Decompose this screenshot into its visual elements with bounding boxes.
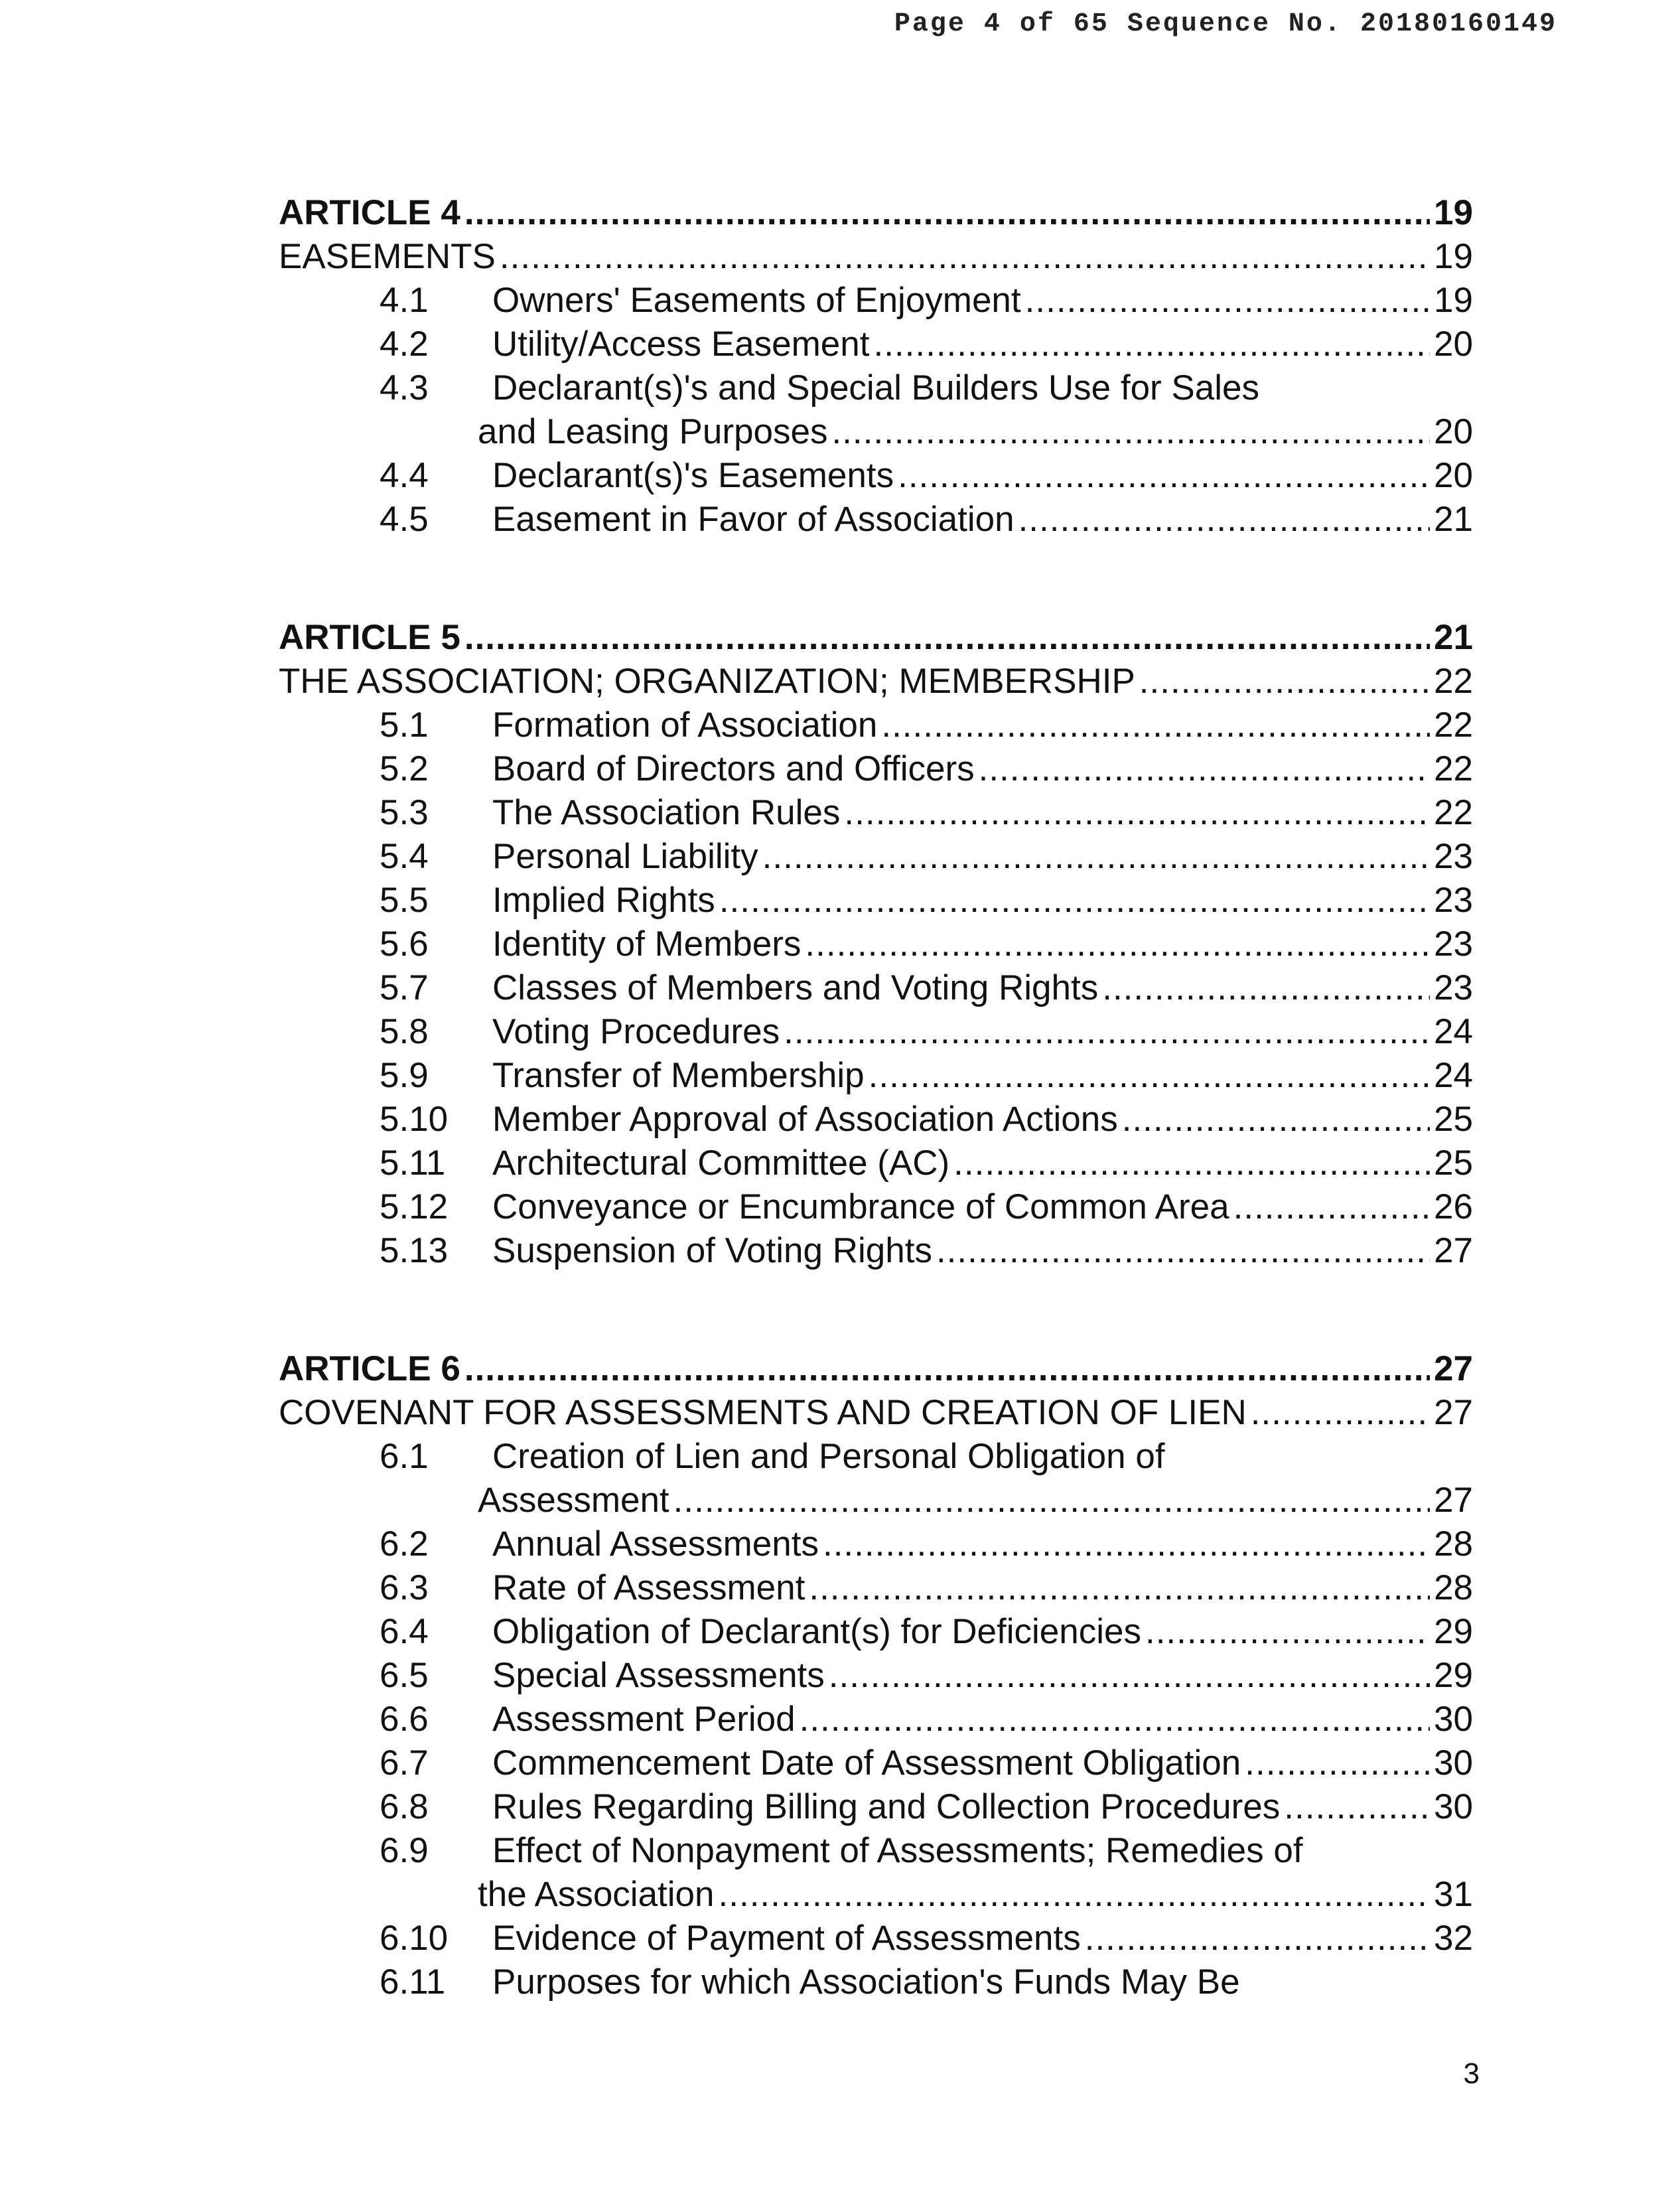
toc-entry-continuation	[279, 1874, 1473, 1918]
leader-dots	[719, 880, 1430, 920]
entry-number: 5.8	[380, 1012, 429, 1051]
entry-text: Creation of Lien and Personal Obligation of	[492, 1437, 1165, 1476]
toc-entry	[279, 368, 1473, 411]
entry-number: 5.9	[380, 1056, 429, 1095]
leader-dots	[784, 1011, 1430, 1052]
toc-entry	[279, 1436, 1473, 1480]
entry-number: 5.7	[380, 968, 429, 1007]
page-ref: 26	[1434, 1187, 1473, 1226]
leader-dots	[1102, 968, 1430, 1008]
toc-entry	[279, 1830, 1473, 1874]
entry-text: Voting Procedures	[492, 1012, 780, 1051]
page-ref: 31	[1434, 1875, 1473, 1914]
entry-number: 5.3	[380, 793, 429, 832]
page-ref: 30	[1434, 1743, 1473, 1783]
toc-entry	[279, 1524, 1473, 1568]
toc-entry	[279, 1011, 1473, 1055]
leader-dots	[673, 1480, 1430, 1520]
toc-entry	[279, 1962, 1473, 2006]
table-of-contents	[279, 192, 1473, 2080]
article-heading	[279, 192, 1473, 236]
leader-dots	[1284, 1787, 1430, 1827]
entry-text: Suspension of Voting Rights	[492, 1231, 932, 1270]
entry-text: The Association Rules	[492, 793, 841, 832]
entry-number: 4.1	[380, 281, 429, 320]
entry-text: Conveyance or Encumbrance of Common Area	[492, 1187, 1229, 1226]
page-ref: 25	[1434, 1143, 1473, 1183]
entry-number: 6.11	[380, 1962, 446, 2002]
article-6-section	[279, 1349, 1473, 2006]
leader-dots	[1122, 1099, 1430, 1139]
article-heading	[279, 617, 1473, 661]
toc-entry	[279, 1611, 1473, 1655]
leader-dots	[953, 1143, 1430, 1183]
article-title	[279, 1392, 1473, 1436]
leader-dots	[809, 1568, 1430, 1608]
toc-entry	[279, 705, 1473, 749]
toc-entry	[279, 749, 1473, 792]
page-ref: 30	[1434, 1700, 1473, 1739]
entry-text: Evidence of Payment of Assessments	[492, 1919, 1081, 1958]
page-number: 3	[1463, 2057, 1480, 2090]
entry-text: Declarant(s)'s Easements	[492, 456, 894, 495]
leader-dots	[719, 1874, 1431, 1915]
entry-number: 4.5	[380, 500, 429, 539]
entry-number: 4.4	[380, 456, 429, 495]
leader-dots	[464, 192, 1430, 233]
page-ref: 24	[1434, 1056, 1473, 1095]
entry-number: 6.6	[380, 1700, 429, 1739]
page-ref: 19	[1434, 193, 1473, 232]
entry-text: Owners' Easements of Enjoyment	[492, 281, 1021, 320]
toc-entry	[279, 1918, 1473, 1962]
page-ref: 20	[1434, 325, 1473, 364]
leader-dots	[1018, 499, 1430, 540]
page-ref: 28	[1434, 1568, 1473, 1607]
entry-number: 6.4	[380, 1612, 429, 1651]
entry-text: Commencement Date of Assessment Obligation	[492, 1743, 1241, 1783]
entry-text: Purposes for which Association's Funds May Be	[492, 1962, 1240, 2002]
toc-entry	[279, 324, 1473, 368]
entry-number: 5.10	[380, 1100, 449, 1139]
page-ref: 22	[1434, 662, 1473, 701]
toc-entry	[279, 280, 1473, 324]
header-stamp: Page 4 of 65 Sequence No. 20180160149	[894, 9, 1557, 39]
page-ref: 22	[1434, 749, 1473, 788]
entry-number: 5.11	[380, 1143, 446, 1183]
leader-dots	[800, 1699, 1430, 1739]
entry-number: 6.1	[380, 1437, 429, 1476]
entry-text: Utility/Access Easement	[492, 325, 870, 364]
article-4-section	[279, 192, 1473, 543]
entry-number: 4.2	[380, 325, 429, 364]
entry-text: Annual Assessments	[492, 1524, 819, 1564]
article-heading-text: ARTICLE 6	[279, 1349, 460, 1388]
leader-dots	[881, 705, 1430, 745]
leader-dots	[1251, 1392, 1430, 1433]
article-heading-text: ARTICLE 4	[279, 193, 460, 232]
article-title-text: THE ASSOCIATION; ORGANIZATION; MEMBERSHIP	[279, 662, 1135, 701]
entry-text: Formation of Association	[492, 705, 878, 745]
toc-entry	[279, 455, 1473, 499]
entry-number: 6.8	[380, 1787, 429, 1826]
toc-entry	[279, 1568, 1473, 1611]
entry-text: Identity of Members	[492, 924, 802, 964]
entry-text: Special Assessments	[492, 1656, 825, 1695]
leader-dots	[831, 411, 1430, 452]
entry-text: Personal Liability	[492, 837, 758, 876]
page-ref: 19	[1434, 237, 1473, 276]
entry-number: 5.1	[380, 705, 429, 745]
entry-text: Member Approval of Association Actions	[492, 1100, 1118, 1139]
entry-number: 5.4	[380, 837, 429, 876]
toc-entry	[279, 1699, 1473, 1743]
toc-entry	[279, 880, 1473, 924]
entry-number: 6.9	[380, 1831, 429, 1870]
toc-entry	[279, 1143, 1473, 1187]
leader-dots	[936, 1230, 1430, 1271]
article-title	[279, 661, 1473, 705]
page-ref: 22	[1434, 705, 1473, 745]
leader-dots	[805, 924, 1430, 964]
leader-dots	[1145, 1611, 1430, 1652]
leader-dots	[1245, 1743, 1430, 1783]
article-title-text: EASEMENTS	[279, 237, 496, 276]
entry-text: Assessment Period	[492, 1700, 796, 1739]
page-ref: 19	[1434, 281, 1473, 320]
toc-entry	[279, 1230, 1473, 1274]
leader-dots	[844, 792, 1430, 833]
toc-entry-continuation	[279, 411, 1473, 455]
toc-entry	[279, 924, 1473, 968]
entry-text: Transfer of Membership	[492, 1056, 865, 1095]
page-ref: 21	[1434, 618, 1473, 657]
entry-number: 5.12	[380, 1187, 449, 1226]
article-title	[279, 236, 1473, 280]
page-ref: 32	[1434, 1919, 1473, 1958]
entry-text: Classes of Members and Voting Rights	[492, 968, 1099, 1007]
entry-number: 6.2	[380, 1524, 429, 1564]
toc-entry	[279, 968, 1473, 1011]
leader-dots	[823, 1524, 1430, 1564]
page-ref: 25	[1434, 1100, 1473, 1139]
entry-number: 5.2	[380, 749, 429, 788]
entry-text: Board of Directors and Officers	[492, 749, 975, 788]
toc-entry-continuation	[279, 1480, 1473, 1524]
entry-text-cont: and Leasing Purposes	[478, 412, 828, 451]
page-ref: 20	[1434, 412, 1473, 451]
leader-dots	[869, 1055, 1430, 1096]
toc-entry	[279, 1187, 1473, 1230]
page-ref: 29	[1434, 1612, 1473, 1651]
article-heading-text: ARTICLE 5	[279, 618, 460, 657]
toc-entry	[279, 1655, 1473, 1699]
entry-number: 4.3	[380, 368, 429, 407]
leader-dots	[500, 236, 1430, 277]
entry-number: 6.7	[380, 1743, 429, 1783]
entry-number: 6.10	[380, 1919, 449, 1958]
entry-number: 5.6	[380, 924, 429, 964]
page-ref: 27	[1434, 1349, 1473, 1388]
article-title-text: COVENANT FOR ASSESSMENTS AND CREATION OF LIEN	[279, 1393, 1247, 1432]
leader-dots	[979, 749, 1430, 789]
article-5-section	[279, 617, 1473, 1274]
toc-entry	[279, 836, 1473, 880]
entry-text: Rules Regarding Billing and Collection Procedures	[492, 1787, 1281, 1826]
entry-number: 6.3	[380, 1568, 429, 1607]
entry-number: 5.13	[380, 1231, 449, 1270]
page-ref: 28	[1434, 1524, 1473, 1564]
entry-text: Declarant(s)'s and Special Builders Use for Sales	[492, 368, 1260, 407]
leader-dots	[1025, 280, 1430, 321]
entry-number: 6.5	[380, 1656, 429, 1695]
page-ref: 30	[1434, 1787, 1473, 1826]
entry-text: Effect of Nonpayment of Assessments; Remedies of	[492, 1831, 1303, 1870]
leader-dots	[1233, 1187, 1430, 1227]
page-ref: 27	[1434, 1393, 1473, 1432]
page-ref: 21	[1434, 500, 1473, 539]
leader-dots	[873, 324, 1430, 364]
leader-dots	[829, 1655, 1430, 1696]
entry-text: Easement in Favor of Association	[492, 500, 1015, 539]
article-heading	[279, 1349, 1473, 1392]
leader-dots	[464, 1349, 1430, 1389]
leader-dots	[762, 836, 1430, 877]
toc-entry	[279, 1099, 1473, 1143]
entry-number: 5.5	[380, 881, 429, 920]
leader-dots	[464, 617, 1430, 658]
page-ref: 23	[1434, 837, 1473, 876]
toc-entry	[279, 1743, 1473, 1787]
page-ref: 27	[1434, 1481, 1473, 1520]
entry-text: Obligation of Declarant(s) for Deficiencies	[492, 1612, 1141, 1651]
page-ref: 29	[1434, 1656, 1473, 1695]
leader-dots	[898, 455, 1430, 496]
leader-dots	[1139, 661, 1430, 701]
page-ref: 24	[1434, 1012, 1473, 1051]
leader-dots	[1085, 1918, 1430, 1958]
page-ref: 23	[1434, 881, 1473, 920]
entry-text-cont: Assessment	[478, 1481, 669, 1520]
entry-text: Rate of Assessment	[492, 1568, 805, 1607]
toc-entry	[279, 1787, 1473, 1830]
page-ref: 23	[1434, 924, 1473, 964]
toc-entry	[279, 499, 1473, 543]
toc-entry	[279, 1055, 1473, 1099]
toc-entry	[279, 792, 1473, 836]
page-ref: 22	[1434, 793, 1473, 832]
entry-text: Architectural Committee (AC)	[492, 1143, 950, 1183]
entry-text: Implied Rights	[492, 881, 715, 920]
entry-text-cont: the Association	[478, 1875, 715, 1914]
page-ref: 27	[1434, 1231, 1473, 1270]
page-ref: 23	[1434, 968, 1473, 1007]
page-ref: 20	[1434, 456, 1473, 495]
